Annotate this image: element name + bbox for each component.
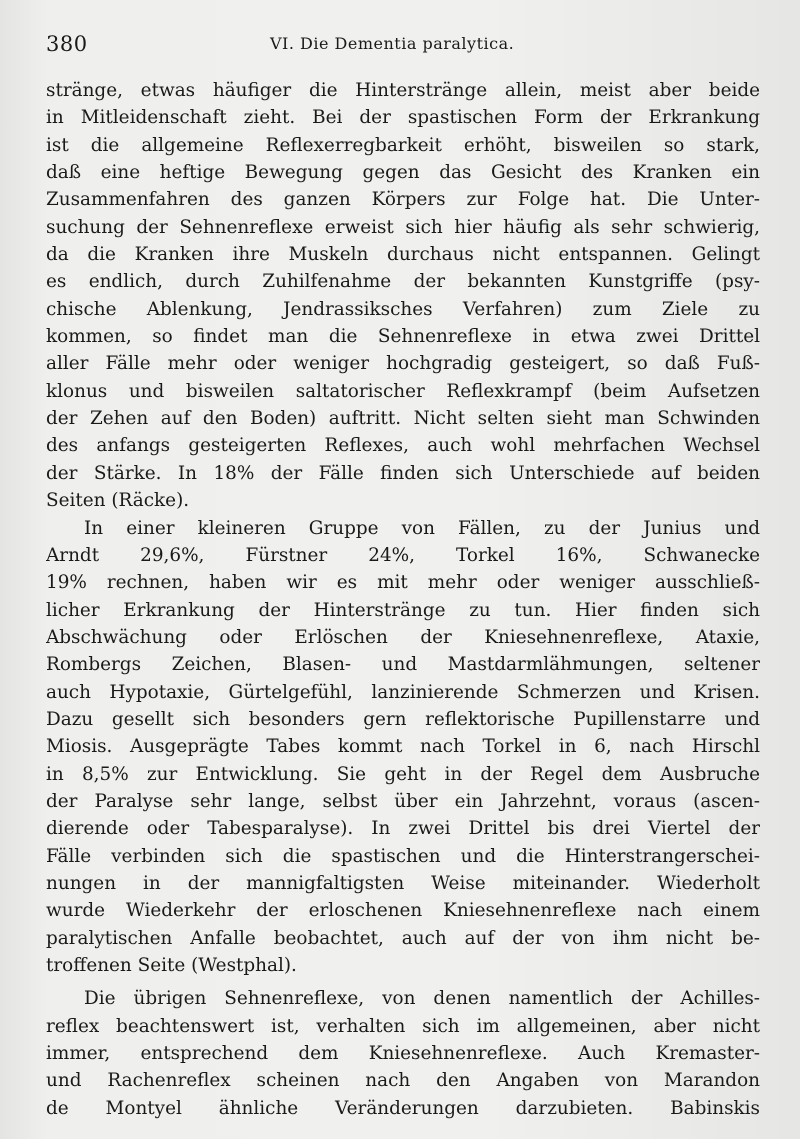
text-line: der Zehen auf den Boden) auftritt. Nicht selten sieht man Schwinden <box>46 408 760 430</box>
text-line: wurde Wiederkehr der erloschenen Kniesehnenreflexe nach einem <box>46 900 760 922</box>
text-line: es endlich, durch Zuhilfenahme der bekannten Kunstgriffe (psy- <box>46 271 760 293</box>
text-line: klonus und bisweilen saltatorischer Reflexkrampf (beim Aufsetzen <box>46 380 760 402</box>
text-line: kommen, so findet man die Sehnenreflexe in etwa zwei Drittel <box>46 326 760 348</box>
text-line: aller Fälle mehr oder weniger hochgradig gesteigert, so daß Fuß- <box>46 353 760 375</box>
text-line: 19% rechnen, haben wir es mit mehr oder weniger ausschließ- <box>46 572 760 594</box>
paragraph-start-line: Die übrigen Sehnenreflexe, von denen namentlich der Achilles- <box>84 988 760 1010</box>
text-line: Abschwächung oder Erlöschen der Kniesehnenreflexe, Ataxie, <box>46 626 760 648</box>
text-line: paralytischen Anfalle beobachtet, auch auf der von ihm nicht be- <box>46 927 760 949</box>
page-header <box>46 28 754 60</box>
text-line: ist die allgemeine Reflexerregbarkeit erhöht, bisweilen so stark, <box>46 134 760 156</box>
paragraph-end-line: troffenen Seite (Westphal). <box>46 955 297 976</box>
body-text <box>46 77 760 1122</box>
text-line: Dazu gesellt sich besonders gern reflektorische Pupillenstarre und <box>46 708 760 730</box>
text-line: reflex beachtenswert ist, verhalten sich im allgemeinen, aber nicht <box>46 1015 760 1037</box>
running-head: VI. Die Dementia paralytica. <box>270 34 515 53</box>
text-line: nungen in der mannigfaltigsten Weise miteinander. Wiederholt <box>46 872 760 894</box>
text-line: suchung der Sehnenreflexe erweist sich hier häufig als sehr schwierig, <box>46 216 760 238</box>
text-line: immer, entsprechend dem Kniesehnenreflexe. Auch Kremaster- <box>46 1043 760 1065</box>
text-line: Arndt 29,6%, Fürstner 24%, Torkel 16%, Schwanecke <box>46 544 760 566</box>
text-line: der Stärke. In 18% der Fälle finden sich Unterschiede auf beiden <box>46 462 760 484</box>
text-line: da die Kranken ihre Muskeln durchaus nicht entspannen. Gelingt <box>46 244 760 266</box>
text-line: der Paralyse sehr lange, selbst über ein Jahrzehnt, voraus (ascen- <box>46 790 760 812</box>
text-line: chische Ablenkung, Jendrassiksches Verfahren) zum Ziele zu <box>46 298 760 320</box>
text-line: Zusammenfahren des ganzen Körpers zur Folge hat. Die Unter- <box>46 189 760 211</box>
text-line: dierende oder Tabesparalyse). In zwei Drittel bis drei Viertel der <box>46 818 760 840</box>
paragraph-end-line: Seiten (Räcke). <box>46 490 190 512</box>
text-line: Miosis. Ausgeprägte Tabes kommt nach Torkel in 6, nach Hirschl <box>46 736 760 758</box>
text-line: und Rachenreflex scheinen nach den Angaben von Marandon <box>46 1070 760 1092</box>
text-line: daß eine heftige Bewegung gegen das Gesicht des Kranken ein <box>46 162 760 184</box>
text-line: des anfangs gesteigerten Reflexes, auch wohl mehrfachen Wechsel <box>46 435 760 457</box>
text-line: de Montyel ähnliche Veränderungen darzubieten. Babinskis <box>46 1097 760 1119</box>
text-line: auch Hypotaxie, Gürtelgefühl, lanzinierende Schmerzen und Krisen. <box>46 681 760 703</box>
text-line: Rombergs Zeichen, Blasen- und Mastdarmlähmungen, seltener <box>46 654 760 676</box>
text-line: licher Erkrankung der Hinterstränge zu tun. Hier finden sich <box>46 599 760 621</box>
page-number: 380 <box>46 32 88 56</box>
paragraph-start-line: In einer kleineren Gruppe von Fällen, zu der Junius und <box>84 517 760 539</box>
text-line: in 8,5% zur Entwicklung. Sie geht in der Regel dem Ausbruche <box>46 763 760 785</box>
text-line: in Mitleidenschaft zieht. Bei der spastischen Form der Erkrankung <box>46 107 760 129</box>
text-line: Fälle verbinden sich die spastischen und die Hinterstrangerschei- <box>46 845 760 867</box>
text-line: stränge, etwas häufiger die Hinterstränge allein, meist aber beide <box>46 80 760 101</box>
